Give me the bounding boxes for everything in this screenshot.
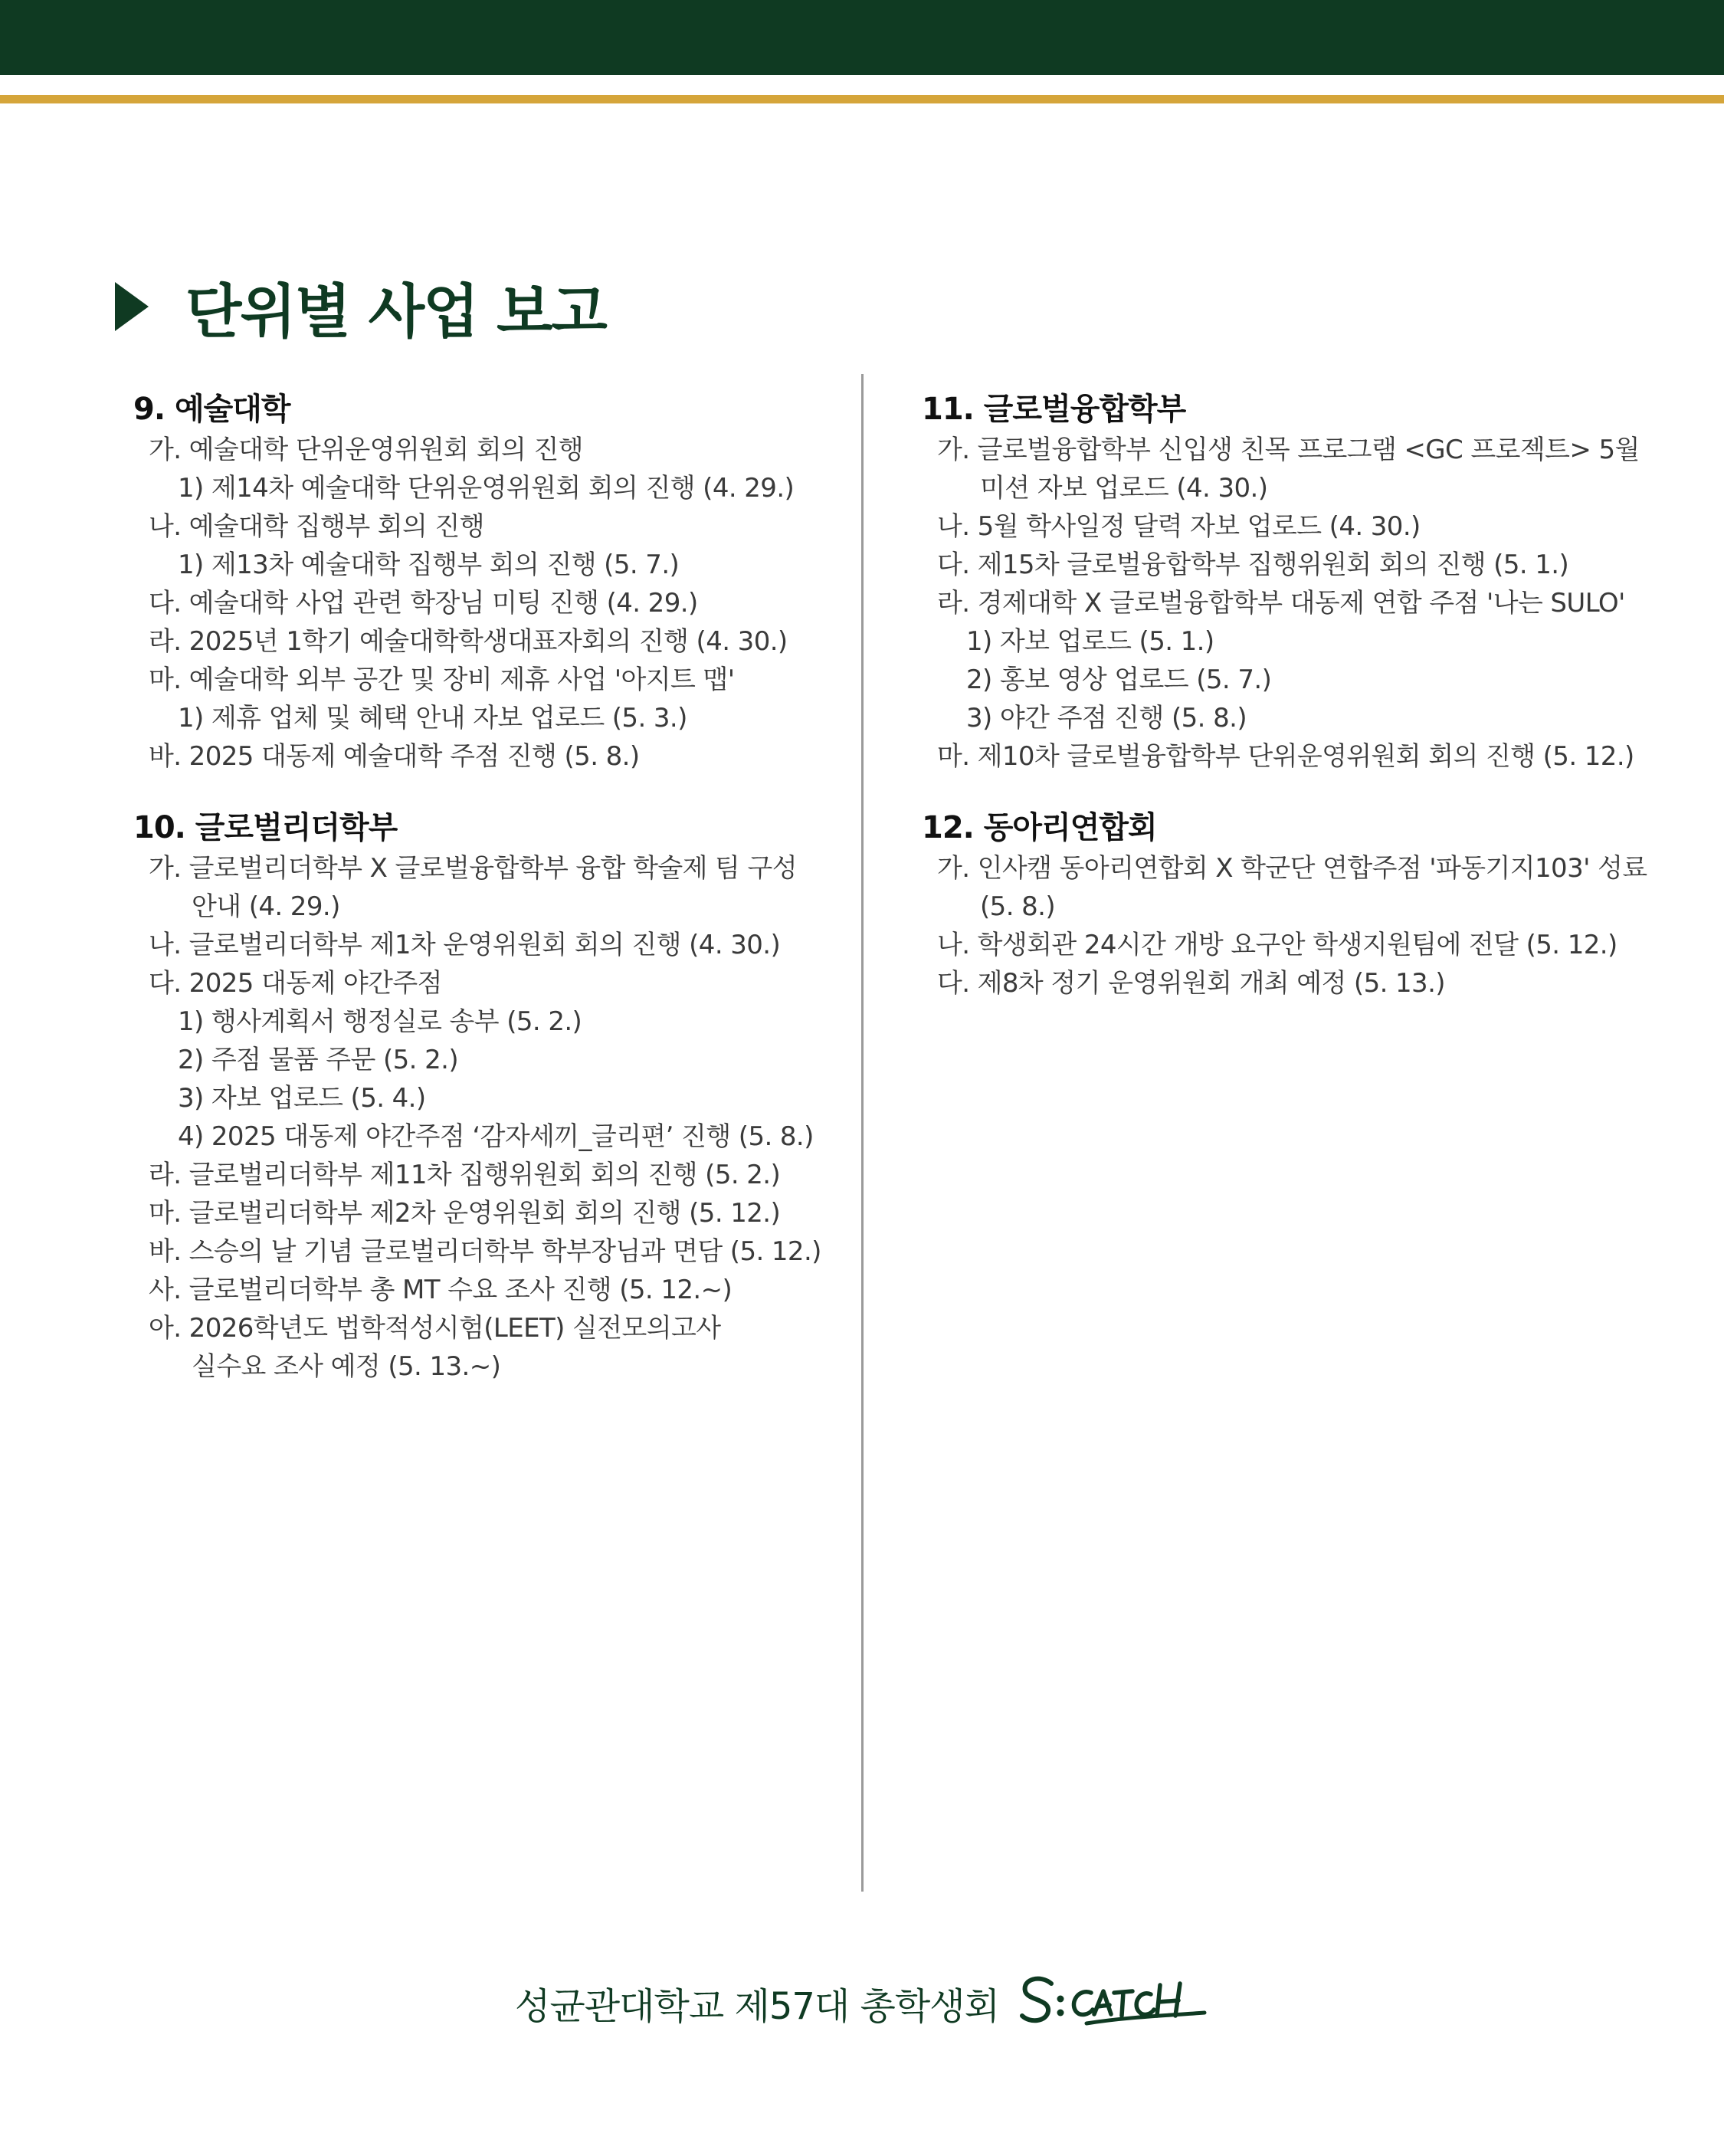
report-section <box>133 808 900 1386</box>
item-text: 3) 자보 업로드 (5. 4.) <box>178 1083 426 1114</box>
right-column <box>922 389 1688 1035</box>
item-text: 바. 스승의 날 기념 글로벌리더학부 학부장님과 면담 (5. 12.) <box>149 1236 821 1267</box>
item-text: 가. 인사캠 동아리연합회 X 학군단 연합주점 '파동기지103' 성료 <box>937 853 1647 884</box>
footer-org-name: 성균관대학교 제57대 총학생회 <box>514 1984 999 2028</box>
report-subitem <box>922 622 1688 661</box>
item-text: 2) 주점 물품 주문 (5. 2.) <box>178 1045 459 1075</box>
item-text: 나. 5월 학사일정 달력 자보 업로드 (4. 30.) <box>937 511 1421 542</box>
footer <box>0 1967 1724 2039</box>
report-section <box>922 389 1688 776</box>
report-section <box>922 808 1688 1003</box>
report-item <box>922 584 1688 622</box>
item-text: 아. 2026학년도 법학적성시험(LEET) 실전모의고사 <box>149 1313 721 1344</box>
report-item <box>922 964 1688 1003</box>
report-item <box>922 926 1688 964</box>
report-item <box>133 849 900 926</box>
item-text: 가. 글로벌리더학부 X 글로벌융합학부 융합 학술제 팀 구성 <box>149 853 797 884</box>
item-text: 2) 홍보 영상 업로드 (5. 7.) <box>966 665 1272 695</box>
item-text: 나. 예술대학 집행부 회의 진행 <box>149 511 484 542</box>
item-text: 1) 제휴 업체 및 혜택 안내 자보 업로드 (5. 3.) <box>178 703 687 733</box>
item-text: 다. 예술대학 사업 관련 학장님 미팅 진행 (4. 29.) <box>149 588 698 619</box>
report-item <box>133 584 900 622</box>
left-column <box>133 389 900 1418</box>
report-item <box>133 1232 900 1271</box>
report-subitem <box>133 699 900 737</box>
item-text: 마. 예술대학 외부 공간 및 장비 제휴 사업 '아지트 맵' <box>149 665 735 695</box>
report-item <box>133 622 900 661</box>
item-text: 가. 글로벌융합학부 신입생 친목 프로그램 <GC 프로젝트> 5월 <box>937 435 1640 465</box>
item-text: 1) 제13차 예술대학 집행부 회의 진행 (5. 7.) <box>178 550 680 580</box>
section-title: 10. 글로벌리더학부 <box>133 810 398 845</box>
page-heading <box>115 268 606 345</box>
item-text: 라. 글로벌리더학부 제11차 집행위원회 회의 진행 (5. 2.) <box>149 1160 781 1190</box>
report-subitem <box>133 469 900 507</box>
scatch-logo-graphic <box>1018 1967 1209 2036</box>
item-text: 1) 제14차 예술대학 단위운영위원회 회의 진행 (4. 29.) <box>178 473 795 504</box>
section-title: 9. 예술대학 <box>133 392 290 427</box>
item-text: 나. 학생회관 24시간 개방 요구안 학생지원팀에 전달 (5. 12.) <box>937 930 1617 960</box>
item-text: 다. 제8차 정기 운영위원회 개최 예정 (5. 13.) <box>937 968 1445 999</box>
report-item <box>922 546 1688 584</box>
report-item <box>133 1194 900 1232</box>
section-title: 11. 글로벌융합학부 <box>922 392 1186 427</box>
item-text: 마. 글로벌리더학부 제2차 운영위원회 회의 진행 (5. 12.) <box>149 1198 781 1229</box>
report-subitem <box>133 1117 900 1156</box>
item-text: 4) 2025 대동제 야간주점 ‘감자세끼_글리편’ 진행 (5. 8.) <box>178 1121 814 1152</box>
item-text: 가. 예술대학 단위운영위원회 회의 진행 <box>149 435 583 465</box>
report-subitem <box>133 1079 900 1117</box>
item-text-continued: (5. 8.) <box>980 891 1056 922</box>
item-text: 라. 2025년 1학기 예술대학학생대표자회의 진행 (4. 30.) <box>149 626 788 657</box>
report-subitem <box>133 1003 900 1041</box>
item-text: 바. 2025 대동제 예술대학 주점 진행 (5. 8.) <box>149 741 640 772</box>
triangle-bullet-icon <box>115 282 149 331</box>
report-subitem <box>133 546 900 584</box>
report-subitem <box>133 1041 900 1079</box>
report-item <box>133 926 900 964</box>
item-text: 사. 글로벌리더학부 총 MT 수요 조사 진행 (5. 12.~) <box>149 1275 733 1305</box>
report-subitem <box>922 661 1688 699</box>
report-item <box>133 507 900 546</box>
report-item <box>133 964 900 1003</box>
item-text-continued: 미션 자보 업로드 (4. 30.) <box>980 473 1268 504</box>
item-text: 다. 제15차 글로벌융합학부 집행위원회 회의 진행 (5. 1.) <box>937 550 1569 580</box>
header-accent-line <box>0 95 1724 103</box>
item-text: 1) 행사계획서 행정실로 송부 (5. 2.) <box>178 1006 582 1037</box>
item-text: 나. 글로벌리더학부 제1차 운영위원회 회의 진행 (4. 30.) <box>149 930 781 960</box>
report-item <box>133 431 900 469</box>
item-text-continued: 안내 (4. 29.) <box>192 891 340 922</box>
report-item <box>922 507 1688 546</box>
report-item <box>133 661 900 699</box>
report-section <box>133 389 900 776</box>
item-text: 1) 자보 업로드 (5. 1.) <box>966 626 1214 657</box>
section-title: 12. 동아리연합회 <box>922 810 1157 845</box>
item-text: 다. 2025 대동제 야간주점 <box>149 968 442 999</box>
item-text: 라. 경제대학 X 글로벌융합학부 대동제 연합 주점 '나는 SULO' <box>937 588 1625 619</box>
item-text-continued: 실수요 조사 예정 (5. 13.~) <box>192 1351 501 1382</box>
report-item <box>922 849 1688 926</box>
item-text: 마. 제10차 글로벌융합학부 단위운영위원회 회의 진행 (5. 12.) <box>937 741 1634 772</box>
report-item <box>133 1309 900 1386</box>
item-text: 3) 야간 주점 진행 (5. 8.) <box>966 703 1247 733</box>
report-item <box>922 431 1688 507</box>
report-item <box>133 737 900 776</box>
scatch-logo <box>1018 1967 1209 2039</box>
report-subitem <box>922 699 1688 737</box>
header-band <box>0 0 1724 75</box>
page-title: 단위별 사업 보고 <box>185 277 606 346</box>
report-item <box>133 1271 900 1309</box>
report-item <box>133 1156 900 1194</box>
report-item <box>922 737 1688 776</box>
